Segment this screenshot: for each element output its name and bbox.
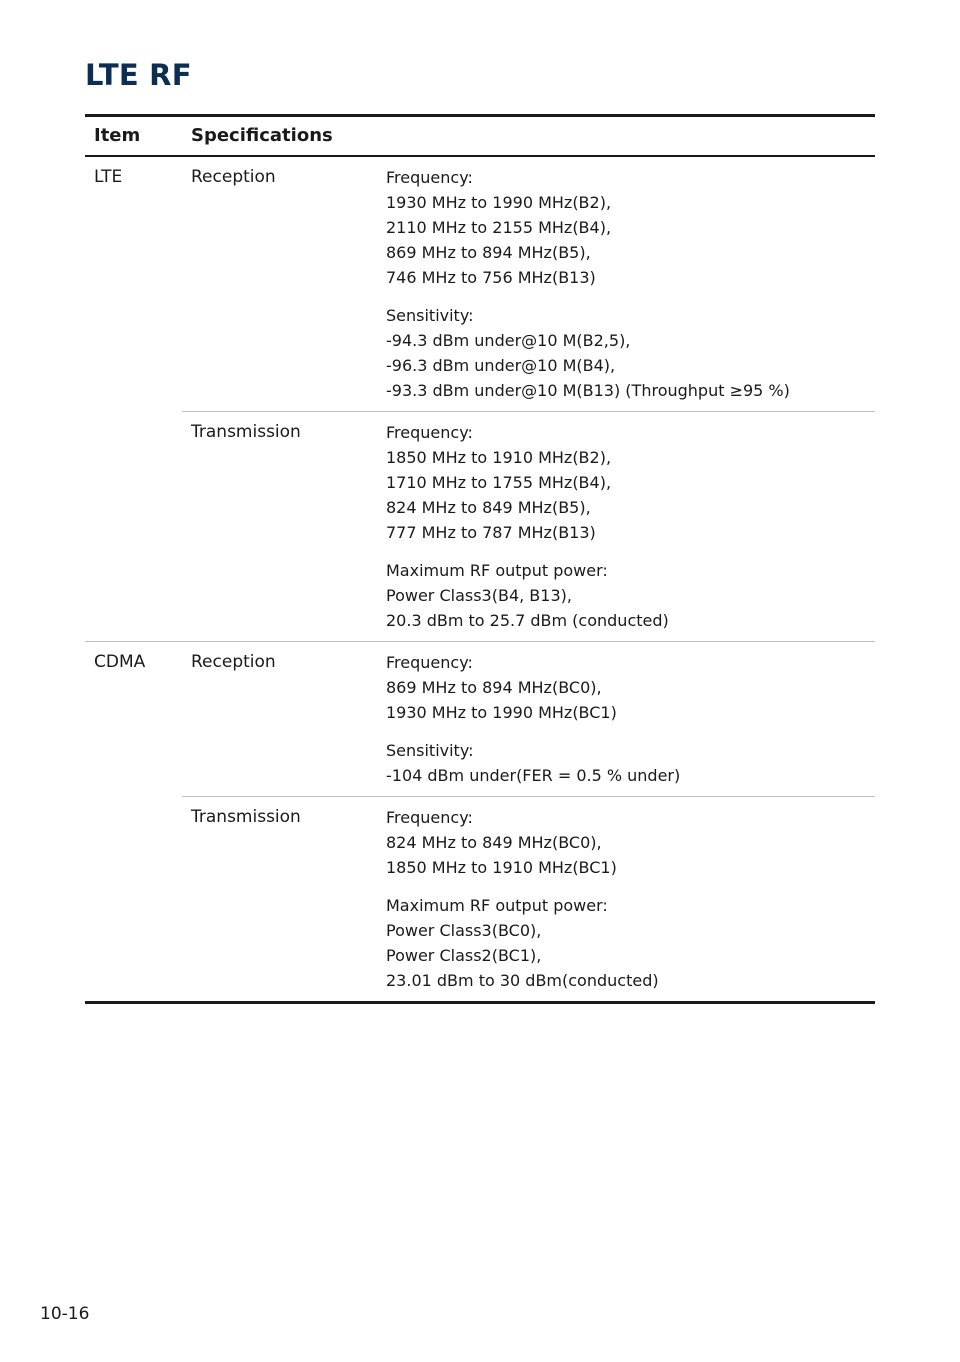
- spec-block: [386, 805, 875, 880]
- spec-block: [386, 893, 875, 993]
- spec-details: [386, 165, 875, 403]
- group-item-label: CDMA: [94, 652, 146, 672]
- group-lte: [85, 157, 875, 641]
- spec-line: 746 MHz to 756 MHz(B13): [386, 268, 596, 287]
- spec-block: [386, 738, 875, 788]
- spec-line: 20.3 dBm to 25.7 dBm (conducted): [386, 611, 669, 630]
- spec-heading: Maximum RF output power:: [386, 896, 608, 915]
- sub-row-label: Reception: [191, 652, 276, 672]
- header-specifications: Specifications: [191, 125, 333, 146]
- spec-details: [386, 805, 875, 993]
- sub-row-label: Transmission: [191, 422, 301, 442]
- spec-line: 1930 MHz to 1990 MHz(B2),: [386, 193, 612, 212]
- group-cdma: [85, 641, 875, 1001]
- spec-line: Power Class3(B4, B13),: [386, 586, 572, 605]
- lte-reception-row: [182, 157, 875, 411]
- spec-block: [386, 303, 875, 403]
- spec-block: [386, 650, 875, 725]
- spec-heading: Frequency:: [386, 423, 473, 442]
- spec-block: [386, 558, 875, 633]
- spec-line: 1930 MHz to 1990 MHz(BC1): [386, 703, 617, 722]
- spec-line: 777 MHz to 787 MHz(B13): [386, 523, 596, 542]
- spec-heading: Frequency:: [386, 808, 473, 827]
- sub-row-label: Reception: [191, 167, 276, 187]
- spec-heading: Frequency:: [386, 653, 473, 672]
- spec-line: -104 dBm under(FER = 0.5 % under): [386, 766, 681, 785]
- cdma-reception-row: [182, 642, 875, 796]
- page-number: 10-16: [40, 1304, 90, 1324]
- spec-line: 869 MHz to 894 MHz(B5),: [386, 243, 591, 262]
- lte-transmission-row: [182, 411, 875, 641]
- spec-line: 824 MHz to 849 MHz(B5),: [386, 498, 591, 517]
- spec-block: [386, 165, 875, 290]
- spec-block: [386, 420, 875, 545]
- spec-line: 2110 MHz to 2155 MHz(B4),: [386, 218, 612, 237]
- spec-heading: Sensitivity:: [386, 741, 474, 760]
- spec-line: -96.3 dBm under@10 M(B4),: [386, 356, 616, 375]
- spec-heading: Frequency:: [386, 168, 473, 187]
- spec-line: 1710 MHz to 1755 MHz(B4),: [386, 473, 612, 492]
- spec-line: 1850 MHz to 1910 MHz(BC1): [386, 858, 617, 877]
- spec-line: -94.3 dBm under@10 M(B2,5),: [386, 331, 631, 350]
- page-title: LTE RF: [85, 58, 192, 92]
- spec-line: -93.3 dBm under@10 M(B13) (Throughput ≥95 %): [386, 381, 790, 400]
- spec-line: 824 MHz to 849 MHz(BC0),: [386, 833, 602, 852]
- spec-line: 869 MHz to 894 MHz(BC0),: [386, 678, 602, 697]
- spec-line: Power Class2(BC1),: [386, 946, 542, 965]
- group-item-label: LTE: [94, 167, 123, 187]
- spec-line: Power Class3(BC0),: [386, 921, 542, 940]
- header-item: Item: [94, 125, 141, 146]
- sub-row-label: Transmission: [191, 807, 301, 827]
- cdma-transmission-row: [182, 796, 875, 1001]
- spec-details: [386, 420, 875, 633]
- spec-table: [85, 114, 875, 1004]
- spec-details: [386, 650, 875, 788]
- spec-line: 23.01 dBm to 30 dBm(conducted): [386, 971, 659, 990]
- spec-heading: Maximum RF output power:: [386, 561, 608, 580]
- table-header: [85, 117, 875, 157]
- spec-heading: Sensitivity:: [386, 306, 474, 325]
- spec-line: 1850 MHz to 1910 MHz(B2),: [386, 448, 612, 467]
